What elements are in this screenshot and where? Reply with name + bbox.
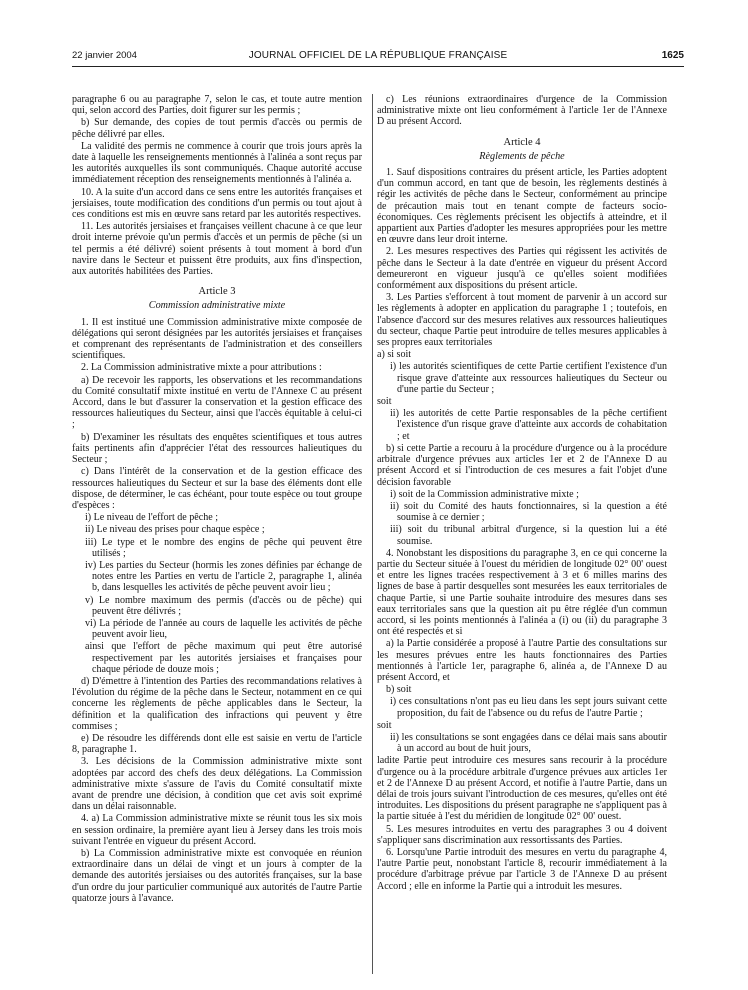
paragraph: 3. Les Parties s'efforcent à tout moment de parvenir à un accord sur les règlements à adopter en application du paragraphe 1 ; toutefois, en l'absence d'accord sur des mesures relatives aux ressources halieutiques du secteur, chaque Partie peut introduire de telles mesures applicables à ses propres eaux territoriales — [377, 292, 667, 349]
paragraph: e) De résoudre les différends dont elle est saisie en vertu de l'article 8, paragraphe 1. — [72, 732, 362, 756]
article-4-subheading: Règlements de pêche — [479, 150, 565, 162]
paragraph: soit — [377, 396, 392, 408]
paragraph: 2. Les mesures respectives des Parties qui régissent les activités de pêche dans le Secteur à la date d'entrée en vigueur du présent Accord demeureront en vigueur jusqu'à ce qu'elles soient modifiées conformément aux dispositions du présent article. — [377, 246, 667, 292]
paragraph: 1. Il est institué une Commission administrative mixte composée de délégations qui seront désignées par les autorités jersiaises et françaises et comprenant des représentants de l'administration et des conseillers scientifiques. — [72, 316, 362, 362]
paragraph: 6. Lorsqu'une Partie introduit des mesures en vertu du paragraphe 4, l'autre Partie peut, nonobstant l'article 8, recourir immédiatement à la procédure d'arbitrage prévue par l'article 3 de l'Annexe D au présent Accord ; elle en informe la Partie qui a introduit les mesures. — [377, 847, 667, 892]
paragraph: 11. Les autorités jersiaises et françaises veillent chacune à ce que leur droit interne prévoie qu'un permis d'accès et un permis de pêche (si un tel permis a été délivré) soient présents à tout moment à bord d'un navire dans le Secteur et puissent être produits, aux fins d'inspection, aux autorités habilitées des Parties. — [72, 221, 362, 278]
paragraph: b) si cette Partie a recouru à la procédure d'urgence ou à la procédure arbitrale d'urgence prévues aux articles 1er et 2 de l'Annexe D au présent Accord et si l'introduction de ces mesures a fait l'objet d'une décision favorable — [377, 442, 667, 488]
list-item: vi) La période de l'année au cours de laquelle les activités de pêche peuvent avoir lieu, — [85, 617, 362, 641]
paragraph: a) la Partie considérée a proposé à l'autre Partie des consultations sur les mesures prévues entre les hauts fonctionnaires des Parties mentionnés à l'article 1er, paragraphe 6, alinéa a, de l'Annexe D au présent Accord, et — [377, 638, 667, 683]
paragraph: ainsi que l'effort de pêche maximum qui peut être autorisé respectivement par les autorités jersiaises et françaises pour chaque période de douze mois ; — [85, 641, 362, 675]
paragraph: 4. a) La Commission administrative mixte se réunit tous les six mois en session ordinaire, la première ayant lieu à Jersey dans les trois mois suivant l'entrée en vigueur du présent Accord. — [72, 813, 362, 847]
paragraph: b) Sur demande, des copies de tout permis d'accès ou permis de pêche délivré par elles. — [72, 117, 362, 140]
list-item: iii) Le type et le nombre des engins de pêche qui peuvent être utilisés ; — [85, 536, 362, 559]
paragraph: c) Les réunions extraordinaires d'urgence de la Commission administrative mixte ont lieu conformément à l'article 1er de l'Annexe D au présent Accord. — [377, 94, 667, 128]
header-rule — [72, 66, 684, 67]
list-item: i) ces consultations n'ont pas eu lieu dans les sept jours suivant cette proposition, du fait de l'absence ou du refus de l'autre Partie ; — [390, 696, 667, 719]
page-header — [72, 50, 684, 66]
paragraph: b) D'examiner les résultats des enquêtes scientifiques et tous autres faits pertinents afin d'apprécier l'état des ressources halieutiques du Secteur ; — [72, 431, 362, 466]
list-item: ii) Le niveau des prises pour chaque espèce ; — [85, 524, 265, 536]
article-3-heading: Article 3 — [198, 286, 236, 298]
paragraph: a) si soit — [377, 349, 412, 361]
list-item: iv) Les parties du Secteur (hormis les zones définies par échange de notes entre les Parties en vertu de l'article 2, paragraphe 1, alinéa b, dans lesquelles les activités de pêche peuvent avoir lieu ; — [85, 559, 362, 594]
list-item: i) soit de la Commission administrative mixte ; — [390, 488, 579, 500]
paragraph: d) D'émettre à l'intention des Parties des recommandations relatives à l'évolution du régime de la pêche dans le Secteur, notamment en ce qui concerne les règlements de pêche applicables dans le Secteur, la définition et la qualification des infractions qui peuvent y être commises ; — [72, 675, 362, 732]
paragraph: b) La Commission administrative mixte est convoquée en réunion extraordinaire dans un délai de vingt et un jours à compter de la demande des autorités jersiaises ou des autorités françaises, sur la base d'un ordre du jour particulier communiqué aux autorités de l'autre Partie quatorze jours à l'avance. — [72, 848, 362, 904]
article-4-heading: Article 4 — [503, 136, 541, 148]
paragraph: 5. Les mesures introduites en vertu des paragraphes 3 ou 4 doivent s'appliquer sans discrimination aux ressortissants des Parties. — [377, 823, 667, 846]
list-item: ii) les autorités de cette Partie responsables de la pêche certifient l'existence d'un risque grave d'atteinte aux accords de cohabitation ; et — [390, 408, 667, 442]
header-date: 22 janvier 2004 — [72, 50, 137, 61]
list-item: ii) soit du Comité des hauts fonctionnaires, si la question a été soumise à ce dernier ; — [390, 500, 667, 524]
paragraph: 1. Sauf dispositions contraires du présent article, les Parties adoptent d'un commun accord, en tant que de besoin, les règlements destinés à régir les activités de pêche dans le Secteur, conformément au principe de précaution mais tout en tenant compte de facteurs socio-économiques. Ces règlements précisent les objectifs à atteindre, et il appartient aux Parties d'adopter les mesures appropriées pour les mettre en œuvre dans leur droit interne. — [377, 167, 667, 246]
paragraph: soit — [377, 719, 392, 731]
paragraph: 4. Nonobstant les dispositions du paragraphe 3, en ce qui concerne la partie du Secteur située à l'ouest du méridien de longitude 02° 00' ouest et entre les lignes tracées respectivement à 3 et 6 milles marins des lignes de base à partir desquelles sont mesurées les eaux territoriales de chaque Partie, si une Partie souhaite introduire des mesures dans ses eaux territoriales sans que la question ait pu être réglée d'un commun accord, si les points mentionnés à l'alinéa a (i) ou (ii) du paragraphe 3 ont été respectés et si — [377, 547, 667, 638]
paragraph: 3. Les décisions de la Commission administrative mixte sont adoptées par accord des chefs des deux délégations. La Commission administrative mixte s'assure de l'avis du Comité consultatif mixte avant de prendre une décision, à condition que cet avis soit exprimé dans un délai raisonnable. — [72, 756, 362, 813]
left-column — [72, 94, 362, 905]
article-3-subheading: Commission administrative mixte — [148, 300, 286, 312]
paragraph: a) De recevoir les rapports, les observations et les recommandations du Comité consultatif mixte institué en vertu de l'Annexe C au présent Accord, dans le but d'assurer la conservation et la gestion efficace des ressources halieutiques du Secteur, ainsi que l'accès équitable à celui-ci ; — [72, 374, 362, 431]
paragraph: La validité des permis ne commence à courir que trois jours après la date à laquelle les renseignements mentionnés à l'alinéa a sont reçus par les autorités auxquelles ils sont communiqués. Chaque autorité accuse immédiatement réception des renseignements mentionnés à l'alinéa a. — [72, 140, 362, 186]
right-column — [377, 94, 667, 893]
paragraph: c) Dans l'intérêt de la conservation et de la gestion efficace des ressources halieutiques du Secteur et sur la base des éléments dont elle dispose, de déterminer, le cas échéant, pour toute espèce ou tout groupe d'espèces : — [72, 466, 362, 511]
list-item: v) Le nombre maximum des permis (d'accès ou de pêche) qui peuvent être délivrés ; — [85, 594, 362, 617]
list-item: iii) soit du tribunal arbitral d'urgence, si la question lui a été soumise. — [390, 524, 667, 547]
journal-title: JOURNAL OFFICIEL DE LA RÉPUBLIQUE FRANÇAISE — [248, 50, 508, 61]
paragraph: 2. La Commission administrative mixte a pour attributions : — [81, 362, 322, 374]
paragraph: paragraphe 6 ou au paragraphe 7, selon le cas, et toute autre mention qui, selon accord des Parties, doit figurer sur les permis ; — [72, 94, 362, 117]
list-item: i) Le niveau de l'effort de pêche ; — [85, 512, 219, 524]
page-number: 1625 — [661, 50, 684, 61]
paragraph: ladite Partie peut introduire ces mesures sans recourir à la procédure d'urgence ou à la procédure arbitrale d'urgence prévues aux articles 1er et 2 de l'Annexe D au présent Accord, et notifie à l'autre Partie, dans un délai de trois jours suivant l'introduction de ces mesures, qu'elles ont été introduites. Les dispositions du présent paragraphe ne s'appliquent pas à la partie située à l'est du méridien de longitude 02° 00' ouest. — [377, 755, 667, 823]
list-item: ii) les consultations se sont engagées dans ce délai mais sans aboutir à un accord au bout de huit jours, — [390, 731, 667, 755]
paragraph: b) soit — [386, 684, 412, 696]
column-divider — [372, 94, 373, 974]
list-item: i) les autorités scientifiques de cette Partie certifient l'existence d'un risque grave d'atteinte aux ressources halieutiques du Secteur ou d'une partie du Secteur ; — [390, 361, 667, 395]
paragraph: 10. A la suite d'un accord dans ce sens entre les autorités françaises et jersiaises, toute modification des conditions d'un permis ou tout ajout à ces conditions est mis en œuvre sans retard par les autorités respectives. — [72, 186, 362, 221]
